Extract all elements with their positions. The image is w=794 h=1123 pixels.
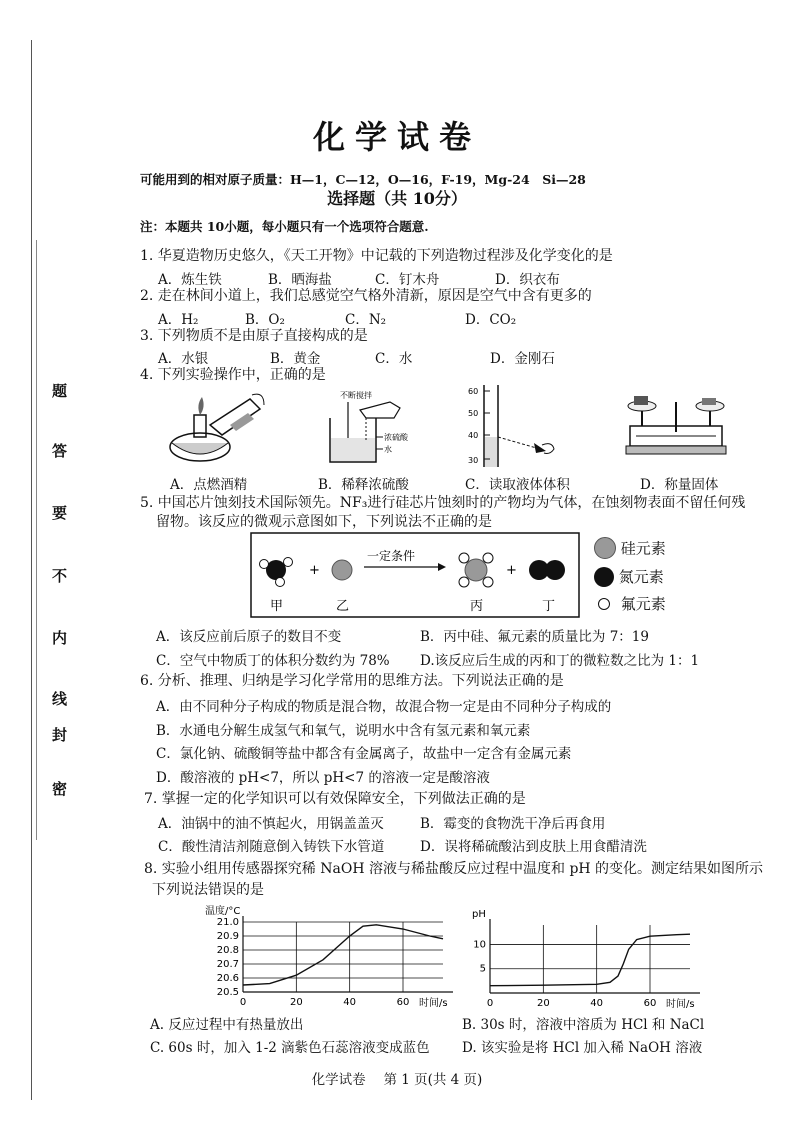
- y-tick-label: 21.0: [216, 917, 239, 928]
- side-char: 封: [52, 726, 68, 744]
- x-tick-label: 40: [590, 998, 604, 1009]
- svg-text:+: +: [309, 563, 320, 578]
- y-tick-label: 20.5: [216, 987, 239, 998]
- question-6-stem: 6. 分析、推理、归纳是学习化学常用的思维方法。下列说法正确的是: [140, 673, 564, 689]
- y-tick-label: 20.7: [216, 959, 239, 970]
- question-4-stem: 4. 下列实验操作中，正确的是: [140, 367, 326, 383]
- q7-option-c[interactable]: C．酸性清洁剂随意倒入铸铁下水管道: [158, 839, 385, 855]
- x-axis-label: 时间/s: [666, 999, 695, 1010]
- q7-option-a[interactable]: A．油锅中的油不慎起火，用锅盖盖灭: [158, 816, 384, 832]
- side-char: 不: [52, 567, 68, 585]
- x-tick-label: 40: [343, 997, 357, 1008]
- molecule-bing: [459, 553, 493, 587]
- label-bing: 丙: [470, 599, 484, 614]
- q1-option-d[interactable]: D．织衣布: [495, 272, 560, 288]
- question-1-stem: 1. 华夏造物历史悠久，《天工开物》中记载的下列造物过程涉及化学变化的是: [140, 248, 613, 264]
- y-axis-label: pH: [472, 909, 486, 920]
- q8-option-d[interactable]: D. 该实验是将 HCl 加入稀 NaOH 溶液: [462, 1040, 703, 1056]
- y-tick-label: 20.9: [216, 931, 239, 942]
- q5-option-c[interactable]: C．空气中物质丁的体积分数约为 78%: [156, 653, 390, 669]
- series-line: [490, 934, 690, 986]
- water-label: 水: [384, 445, 392, 454]
- y-axis-label: 温度/°C: [205, 906, 241, 917]
- q1-option-b[interactable]: B．晒海盐: [268, 272, 332, 288]
- page-footer: 化学试卷 第 1 页(共 4 页): [311, 1072, 483, 1088]
- label-yi: 乙: [336, 599, 350, 614]
- q2-option-c[interactable]: C．N₂: [345, 312, 387, 328]
- legend-si: 硅元素: [594, 537, 666, 559]
- molecule-ding: [529, 560, 565, 580]
- side-char: 答: [52, 442, 68, 460]
- side-char: 要: [52, 504, 68, 522]
- q2-option-d[interactable]: D．CO₂: [465, 312, 517, 328]
- q6-option-c[interactable]: C．氯化钠、硫酸铜等盐中都含有金属离子，故盐中一定含有金属元素: [156, 746, 572, 762]
- graduated-cylinder-figure: [460, 383, 570, 471]
- cylinder-tick: 40: [468, 431, 479, 440]
- q4-option-a[interactable]: A．点燃酒精: [170, 477, 248, 493]
- q6-option-a[interactable]: A．由不同种分子构成的物质是混合物，故混合物一定是由不同种分子构成的: [156, 699, 612, 715]
- acid-label: 浓硫酸: [384, 433, 408, 442]
- q8-option-b[interactable]: B. 30s 时，溶液中溶质为 HCl 和 NaCl: [462, 1017, 705, 1033]
- legend-n: 氮元素: [594, 566, 664, 587]
- q3-option-b[interactable]: B．黄金: [270, 351, 321, 367]
- label-ding: 丁: [542, 599, 556, 614]
- q2-option-b[interactable]: B．O₂: [245, 312, 285, 328]
- q3-option-a[interactable]: A．水银: [158, 351, 209, 367]
- legend-f: 氟元素: [598, 593, 666, 614]
- question-5-stem-1: 5. 中国芯片蚀刻技术国际领先。NF₃进行硅芯片蚀刻时的产物均为气体，在蚀刻物表面不留任何残: [140, 495, 746, 511]
- y-tick-label: 20.6: [216, 973, 239, 984]
- side-char: 线: [52, 690, 68, 708]
- reaction-diagram: [250, 532, 580, 618]
- side-char: 内: [52, 629, 68, 647]
- ph-chart: [470, 905, 710, 1010]
- q1-option-a[interactable]: A．炼生铁: [158, 272, 222, 288]
- reaction-condition: 一定条件: [367, 549, 416, 563]
- x-tick-label: 0: [239, 997, 247, 1008]
- question-8-stem-2: 下列说法错误的是: [152, 882, 264, 898]
- label-jia: 甲: [270, 599, 284, 614]
- dilute-acid-figure: [320, 388, 430, 468]
- q2-option-a[interactable]: A．H₂: [158, 312, 199, 328]
- question-3-stem: 3. 下列物质不是由原子直接构成的是: [140, 328, 368, 344]
- y-tick-label: 10: [473, 939, 486, 951]
- side-char: 题: [52, 382, 68, 400]
- alcohol-lamp-figure: [160, 385, 270, 467]
- q5-option-a[interactable]: A．该反应前后原子的数目不变: [156, 629, 342, 645]
- q5-option-b[interactable]: B．丙中硅、氟元素的质量比为 7：19: [420, 629, 649, 645]
- q6-option-d[interactable]: D．酸溶液的 pH<7，所以 pH<7 的溶液一定是酸溶液: [156, 770, 490, 786]
- molecule-jia: [260, 558, 293, 587]
- q8-option-c[interactable]: C. 60s 时，加入 1-2 滴紫色石蕊溶液变成蓝色: [150, 1040, 430, 1056]
- section-title: 选择题（共 10分）: [327, 189, 467, 208]
- series-line: [243, 925, 443, 985]
- question-8-stem-1: 8. 实验小组用传感器探究稀 NaOH 溶液与稀盐酸反应过程中温度和 pH 的变化。测定结果如图所示: [144, 861, 764, 877]
- x-axis-label: 时间/s: [419, 998, 448, 1009]
- q7-option-d[interactable]: D．误将稀硫酸沾到皮肤上用食醋清洗: [420, 839, 647, 855]
- q4-option-c[interactable]: C．读取液体体积: [465, 477, 570, 493]
- q7-option-b[interactable]: B．霉变的食物洗干净后再食用: [420, 816, 606, 832]
- cylinder-tick: 30: [468, 456, 479, 465]
- q1-option-c[interactable]: C．钉木舟: [375, 272, 440, 288]
- atomic-masses: 可能用到的相对原子质量：H—1，C—12，O—16，F-19，Mg-24 Si—28: [140, 172, 586, 187]
- q5-option-d[interactable]: D.该反应后生成的丙和丁的微粒数之比为 1：1: [420, 653, 700, 669]
- q4-option-b[interactable]: B．稀释浓硫酸: [318, 477, 409, 493]
- q4-option-d[interactable]: D．称量固体: [640, 477, 719, 493]
- x-tick-label: 60: [396, 997, 410, 1008]
- temperature-chart: [195, 900, 475, 1010]
- cylinder-tick: 60: [468, 387, 479, 396]
- question-2-stem: 2. 走在林间小道上，我们总感觉空气格外清新，原因是空气中含有更多的: [140, 288, 592, 304]
- y-tick-label: 20.8: [216, 945, 239, 956]
- q3-option-c[interactable]: C．水: [375, 351, 413, 367]
- question-7-stem: 7. 掌握一定的化学知识可以有效保障安全，下列做法正确的是: [144, 791, 526, 807]
- y-tick-label: 5: [479, 963, 486, 975]
- q3-option-d[interactable]: D．金刚石: [490, 351, 555, 367]
- x-tick-label: 20: [536, 998, 550, 1009]
- x-tick-label: 60: [643, 998, 657, 1009]
- x-tick-label: 20: [289, 997, 303, 1008]
- q6-option-b[interactable]: B．水通电分解生成氢气和氧气，说明水中含有氢元素和氧元素: [156, 723, 531, 739]
- cylinder-tick: 50: [468, 409, 479, 418]
- molecule-yi: [332, 560, 352, 580]
- balance-figure: [622, 392, 730, 462]
- question-5-stem-2: 留物。该反应的微观示意图如下，下列说法不正确的是: [156, 514, 492, 530]
- svg-text:+: +: [506, 563, 517, 578]
- side-char: 密: [52, 780, 68, 798]
- x-tick-label: 0: [486, 998, 494, 1009]
- stir-label: 不断搅拌: [340, 391, 372, 400]
- page-title: 化学试卷: [312, 118, 481, 156]
- instructions-note: 注：本题共 10小题，每小题只有一个选项符合题意.: [140, 219, 429, 234]
- q8-option-a[interactable]: A. 反应过程中有热量放出: [150, 1017, 304, 1033]
- binding-line-inner: [36, 240, 37, 840]
